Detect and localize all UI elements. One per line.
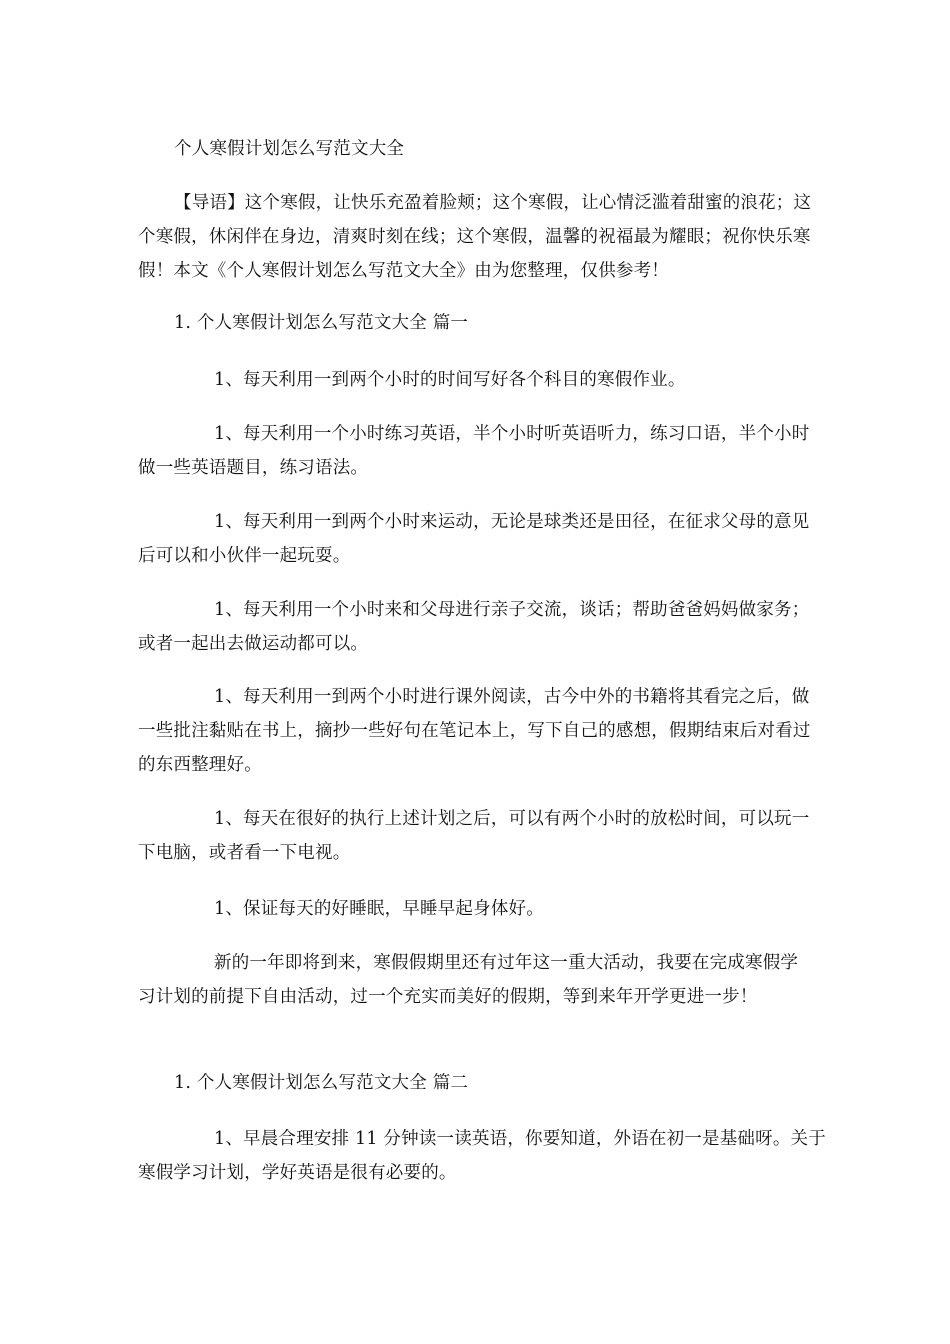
section-heading-1: 1. 个人寒假计划怎么写范文大全 篇一: [174, 313, 469, 333]
document-title: 个人寒假计划怎么写范文大全: [174, 139, 405, 159]
list-item: 1、每天利用一到两个小时来运动，无论是球类还是田径，在征求父母的意见后可以和小伙伴一起玩耍。: [138, 512, 810, 566]
list-item: 1、早晨合理安排 11 分钟读一读英语，你要知道，外语在初一是基础呀。关于寒假学习计划，学好英语是很有必要的。: [138, 1129, 826, 1183]
conclusion-paragraph: 新的一年即将到来，寒假假期里还有过年这一重大活动，我要在完成寒假学习计划的前提下自由活动，过一个充实而美好的假期，等到来年开学更进一步！: [138, 953, 799, 1007]
list-item: 1、每天利用一个小时来和父母进行亲子交流，谈话；帮助爸爸妈妈做家务；或者一起出去做运动都可以。: [138, 600, 810, 654]
intro-paragraph: 【导语】这个寒假，让快乐充盈着脸颊；这个寒假，让心情泛滥着甜蜜的浪花；这个寒假，休闲伴在身边，清爽时刻在线；这个寒假，温馨的祝福最为耀眼；祝你快乐寒假！本文《个人寒假计划怎么写范文大全》由为您整理，仅供参考！: [138, 193, 812, 281]
list-item: 1、保证每天的好睡眠，早睡早起身体好。: [214, 899, 544, 919]
section-heading-2: 1. 个人寒假计划怎么写范文大全 篇二: [174, 1073, 469, 1093]
list-item: 1、每天在很好的执行上述计划之后，可以有两个小时的放松时间，可以玩一下电脑，或者看一下电视。: [138, 809, 810, 863]
list-item: 1、每天利用一个小时练习英语，半个小时听英语听力，练习口语，半个小时做一些英语题目，练习语法。: [138, 424, 810, 478]
list-item: 1、每天利用一到两个小时的时间写好各个科目的寒假作业。: [214, 370, 686, 390]
list-item: 1、每天利用一到两个小时进行课外阅读，古今中外的书籍将其看完之后，做一些批注黏贴在书上，摘抄一些好句在笔记本上，写下自己的感想，假期结束后对看过的东西整理好。: [138, 687, 811, 775]
